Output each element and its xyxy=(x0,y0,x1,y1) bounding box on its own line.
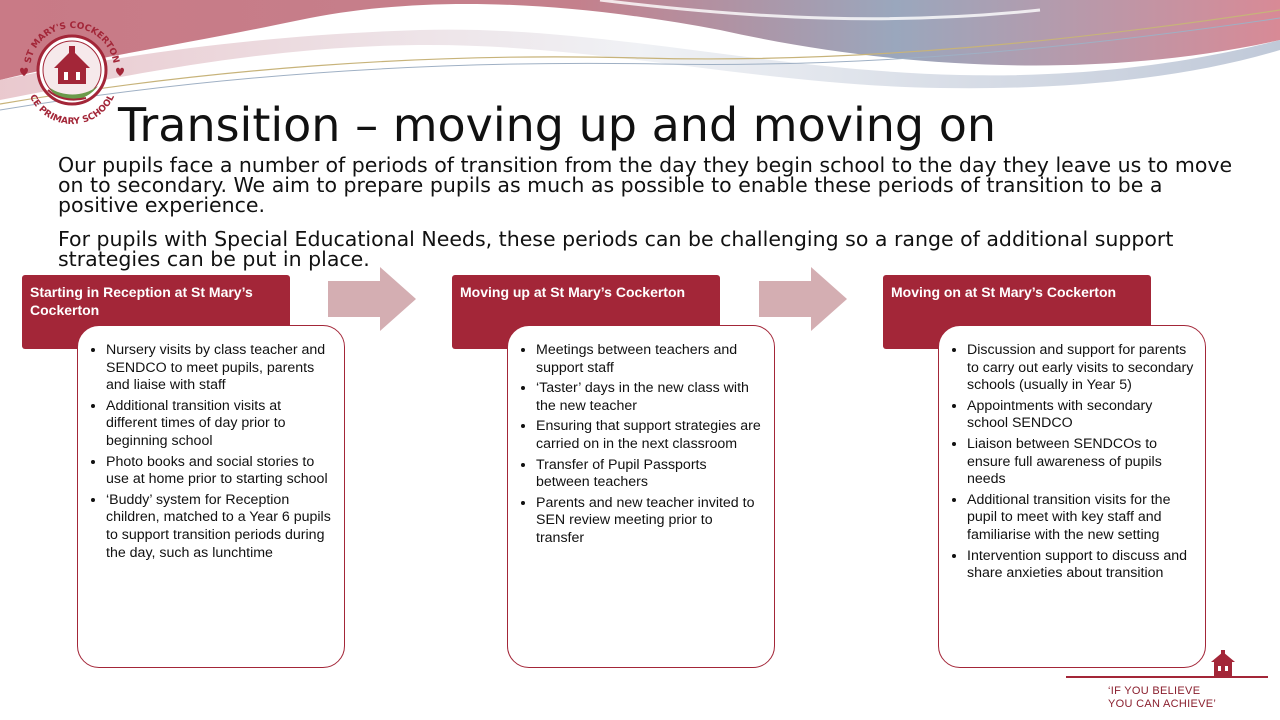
intro-paragraph-1: Our pupils face a number of periods of transition from the day they begin school to the day they leave us to move on to secondary. We aim to prepare pupils as much as possible to enable these periods of transition to be a positive experience. xyxy=(58,153,1233,217)
list-item: • Intervention support to discuss and share anxieties about transition xyxy=(967,548,1195,583)
stage-3-box xyxy=(938,325,1206,668)
logo-bottom-text: CE PRIMARY SCHOOL xyxy=(27,93,117,128)
stage-2-box xyxy=(507,325,775,668)
stage-1-box xyxy=(77,325,345,668)
intro-paragraph-2: For pupils with Special Educational Needs, these periods can be challenging so a range of additional support strategies can be put in place. xyxy=(58,227,1174,271)
arrow-right-icon xyxy=(328,267,416,331)
list-item: • Nursery visits by class teacher and SENDCO to meet pupils, parents and liaise with staff xyxy=(106,342,334,395)
page-title: Transition – moving up and moving on xyxy=(118,98,996,152)
school-motto xyxy=(1108,685,1216,711)
stage-3-list xyxy=(953,342,1195,583)
motto-line-1: ‘IF YOU BELIEVE xyxy=(1108,685,1201,697)
motto-line-2: YOU CAN ACHIEVE’ xyxy=(1108,698,1217,710)
arrow-right-icon xyxy=(759,267,847,331)
list-item: • Photo books and social stories to use at home prior to starting school xyxy=(106,454,334,489)
list-item: • ‘Buddy’ system for Reception children, matched to a Year 6 pupils to support transition periods during the day, such as lunchtime xyxy=(106,492,334,562)
list-item: • ‘Taster’ days in the new class with the new teacher xyxy=(536,380,764,415)
list-item: • Appointments with secondary school SENDCO xyxy=(967,398,1195,433)
stage-3-heading: Moving on at St Mary’s Cockerton xyxy=(883,275,1151,349)
stage-1-list xyxy=(92,342,334,562)
list-item: • Liaison between SENDCOs to ensure full awareness of pupils needs xyxy=(967,436,1195,489)
school-logo xyxy=(12,8,132,128)
church-icon xyxy=(1208,650,1238,676)
stage-2-heading: Moving up at St Mary’s Cockerton xyxy=(452,275,720,349)
list-item: • Additional transition visits at different times of day prior to beginning school xyxy=(106,398,334,451)
list-item: • Discussion and support for parents to carry out early visits to secondary schools (usually in Year 5) xyxy=(967,342,1195,395)
stage-2-list xyxy=(522,342,764,548)
list-item: • Ensuring that support strategies are carried on in the next classroom xyxy=(536,418,764,453)
list-item: • Additional transition visits for the pupil to meet with key staff and familiarise with the new setting xyxy=(967,492,1195,545)
list-item: • Transfer of Pupil Passports between teachers xyxy=(536,457,764,492)
list-item: • Meetings between teachers and support staff xyxy=(536,342,764,377)
list-item: • Parents and new teacher invited to SEN review meeting prior to transfer xyxy=(536,495,764,548)
stage-1-heading: Starting in Reception at St Mary’s Cockerton xyxy=(22,275,290,349)
motto-divider xyxy=(1066,676,1268,678)
logo-top-text: ST MARY'S COCKERTON xyxy=(23,20,121,65)
